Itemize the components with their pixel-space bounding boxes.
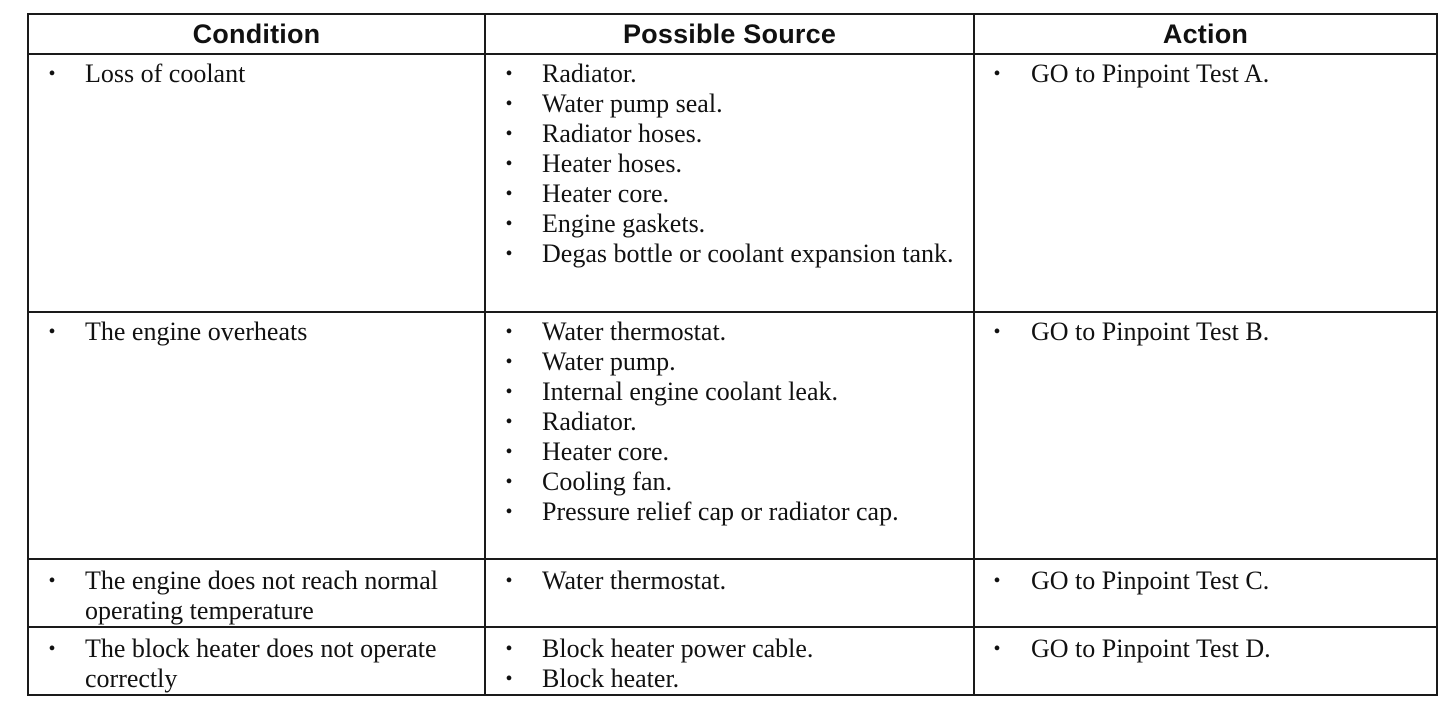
bullet-icon: • [505, 153, 513, 175]
source-list-item [486, 377, 973, 407]
bullet-icon: • [505, 321, 513, 343]
bullet-icon: • [505, 243, 513, 265]
action-text: GO to Pinpoint Test D. [1031, 634, 1271, 663]
condition-cell [28, 312, 485, 559]
bullet-icon: • [48, 63, 56, 85]
bullet-icon: • [993, 638, 1001, 660]
condition-list-item [29, 59, 484, 89]
bullet-icon: • [505, 213, 513, 235]
bullet-icon: • [505, 570, 513, 592]
table-body [28, 54, 1437, 695]
bullet-icon: • [505, 351, 513, 373]
bullet-icon: • [48, 638, 56, 660]
source-list-item [486, 239, 973, 269]
source-text: Water pump seal. [542, 89, 723, 118]
action-text: GO to Pinpoint Test B. [1031, 317, 1270, 346]
source-text: Heater core. [542, 179, 670, 208]
action-text: GO to Pinpoint Test C. [1031, 566, 1270, 595]
source-text: Water pump. [542, 347, 676, 376]
source-list-item [486, 347, 973, 377]
source-text: Cooling fan. [542, 467, 672, 496]
condition-text: Loss of coolant [85, 59, 246, 88]
condition-text: The block heater does not operate correctly [85, 634, 437, 693]
source-list [486, 628, 973, 694]
action-cell [974, 312, 1437, 559]
condition-list-item [29, 566, 484, 626]
table-header-row [28, 14, 1437, 54]
condition-cell [28, 54, 485, 312]
condition-list [29, 313, 484, 347]
condition-list [29, 55, 484, 89]
action-list-item [975, 317, 1436, 347]
bullet-icon: • [505, 441, 513, 463]
bullet-icon: • [993, 63, 1001, 85]
source-list-item [486, 407, 973, 437]
source-text: Radiator. [542, 59, 637, 88]
bullet-icon: • [505, 123, 513, 145]
action-cell [974, 559, 1437, 627]
source-text: Water thermostat. [542, 317, 727, 346]
action-list [975, 55, 1436, 89]
source-list-item [486, 179, 973, 209]
bullet-icon: • [505, 411, 513, 433]
action-cell [974, 54, 1437, 312]
source-text: Block heater power cable. [542, 634, 814, 663]
bullet-icon: • [48, 321, 56, 343]
bullet-icon: • [505, 93, 513, 115]
condition-list-item [29, 634, 484, 694]
condition-text: The engine overheats [85, 317, 308, 346]
condition-text: The engine does not reach normal operating temperature [85, 566, 439, 625]
bullet-icon: • [505, 183, 513, 205]
condition-cell [28, 559, 485, 627]
source-list-item [486, 119, 973, 149]
source-list-item [486, 437, 973, 467]
table-row [28, 627, 1437, 695]
source-text: Heater hoses. [542, 149, 683, 178]
bullet-icon: • [505, 381, 513, 403]
condition-list [29, 560, 484, 626]
source-cell [485, 559, 974, 627]
diagnosis-table [27, 13, 1438, 696]
header-condition: Condition [28, 14, 485, 54]
bullet-icon: • [993, 321, 1001, 343]
source-text: Radiator hoses. [542, 119, 703, 148]
bullet-icon: • [993, 570, 1001, 592]
source-list-item [486, 209, 973, 239]
action-list-item [975, 634, 1436, 664]
table-row [28, 54, 1437, 312]
source-text: Pressure relief cap or radiator cap. [542, 497, 899, 526]
action-list [975, 313, 1436, 347]
bullet-icon: • [505, 501, 513, 523]
table-row [28, 559, 1437, 627]
bullet-icon: • [505, 63, 513, 85]
source-cell [485, 627, 974, 695]
action-text: GO to Pinpoint Test A. [1031, 59, 1270, 88]
source-list [486, 560, 973, 596]
source-text: Degas bottle or coolant expansion tank. [542, 239, 954, 268]
source-text: Radiator. [542, 407, 637, 436]
header-possible-source: Possible Source [485, 14, 974, 54]
source-list-item [486, 59, 973, 89]
source-list-item [486, 634, 973, 664]
bullet-icon: • [48, 570, 56, 592]
source-list-item [486, 467, 973, 497]
source-list-item [486, 149, 973, 179]
source-list-item [486, 317, 973, 347]
bullet-icon: • [505, 668, 513, 690]
source-list [486, 55, 973, 269]
source-text: Heater core. [542, 437, 670, 466]
source-list-item [486, 89, 973, 119]
table-row [28, 312, 1437, 559]
source-cell [485, 54, 974, 312]
condition-list-item [29, 317, 484, 347]
condition-list [29, 628, 484, 694]
action-cell [974, 627, 1437, 695]
action-list-item [975, 566, 1436, 596]
source-list-item [486, 664, 973, 694]
source-cell [485, 312, 974, 559]
header-action: Action [974, 14, 1437, 54]
source-text: Water thermostat. [542, 566, 727, 595]
action-list [975, 560, 1436, 596]
action-list [975, 628, 1436, 664]
condition-cell [28, 627, 485, 695]
source-list [486, 313, 973, 527]
source-text: Internal engine coolant leak. [542, 377, 838, 406]
source-list-item [486, 497, 973, 527]
action-list-item [975, 59, 1436, 89]
bullet-icon: • [505, 471, 513, 493]
source-text: Block heater. [542, 664, 680, 693]
bullet-icon: • [505, 638, 513, 660]
source-list-item [486, 566, 973, 596]
source-text: Engine gaskets. [542, 209, 706, 238]
